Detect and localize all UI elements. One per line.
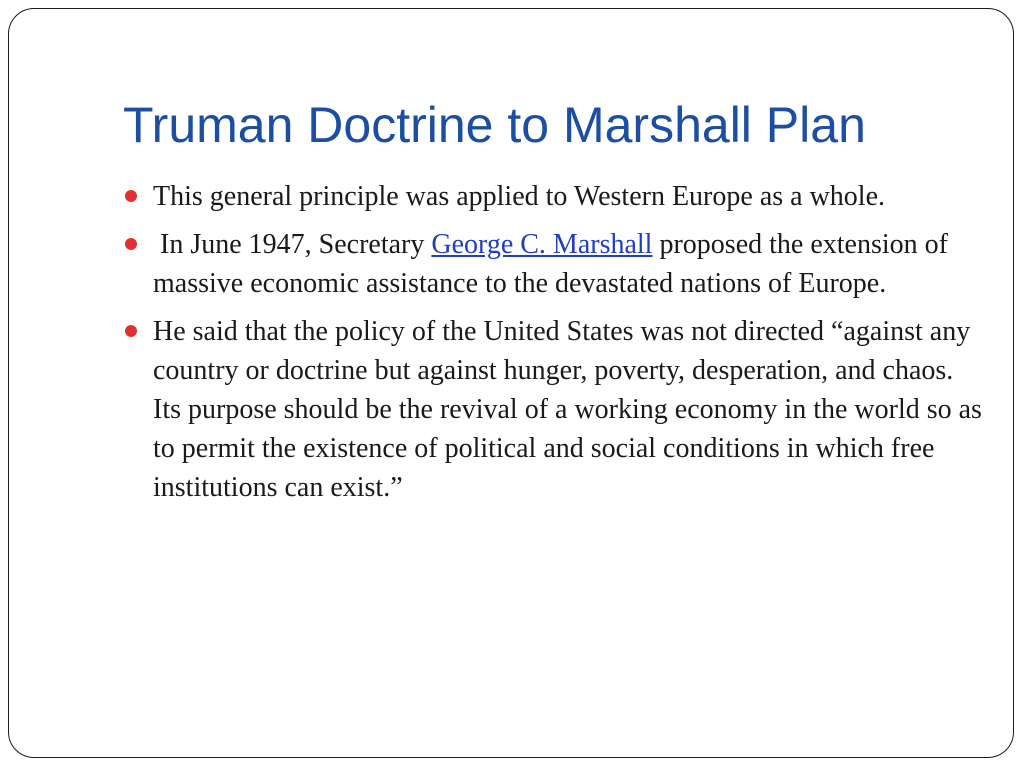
slide-frame: [8, 8, 1014, 758]
bullet-dot-icon: [125, 190, 137, 202]
bullet-text: He said that the policy of the United States was not directed “against any country or doctrine but against hunger, poverty, desperation, and chaos. Its purpose should be the revival of a working economy in the world so as to permit the existence of political and social conditions in which free institutions can exist.”: [153, 316, 982, 503]
bullet-text-after-link: proposed the extension of massive economic assistance to the devastated nations of Europe.: [153, 229, 948, 299]
george-marshall-link[interactable]: George C. Marshall: [431, 229, 653, 260]
slide-title: Truman Doctrine to Marshall Plan: [123, 97, 866, 153]
bullet-text: This general principle was applied to Western Europe as a whole.: [153, 181, 885, 212]
bullet-text-before-link: In June 1947, Secretary: [153, 229, 432, 260]
bullet-dot-icon: [125, 325, 137, 337]
bullet-dot-icon: [125, 238, 137, 250]
bullet-item: [123, 312, 983, 507]
bullet-item: [123, 225, 983, 303]
bullet-list: [123, 177, 983, 516]
bullet-item: [123, 177, 983, 216]
